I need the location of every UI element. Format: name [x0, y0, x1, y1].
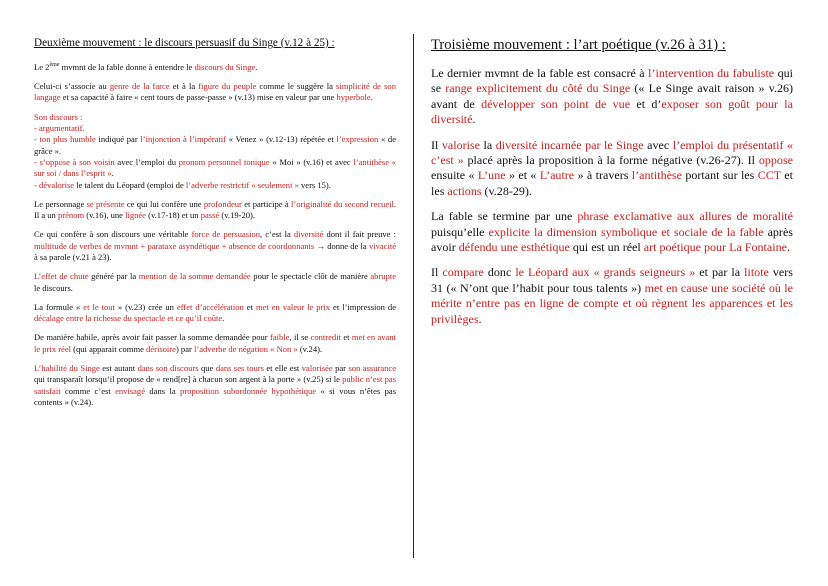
- paragraph-habile: De manière habile, après avoir fait passer la somme demandée pour faible, il se contredit et met en avant le prix réel (qui apparait comme dérisoire) par l’adverbe de négation « Non » (v.24).: [34, 332, 396, 354]
- section-title-second-movement: Deuxième mouvement : le discours persuasif du Singe (v.12 à 25) :: [34, 37, 335, 49]
- paragraph-comparaison: Il compare donc le Léopard aux « grands seigneurs » et par la litote vers 31 (« N’ont que l’habit pour tous talents ») met en cause une société où le mérite n’entre pas en ligne de compte et où règnent les apparences et les privilèges.: [431, 265, 793, 326]
- paragraph-chute: L’effet de chute généré par la mention de la somme demandée pour le spectacle clôt de manière abrupte le discours.: [34, 271, 397, 293]
- section-title-third-movement: Troisième mouvement : l’art poétique (v.26 à 31) :: [431, 37, 726, 53]
- column-divider: [413, 34, 414, 558]
- paragraph-fabuliste: Le dernier mvmnt de la fable est consacré à l’intervention du fabuliste qui se range explicitement du côté du Singe (« Le Singe avait raison » v.26) avant de développer son point de vue et d’exposer son goût pour la diversité.: [431, 66, 794, 127]
- paragraph-discours-list: [34, 112, 396, 191]
- list-item: - ton plus humble indiqué par l’injonction à l’impératif « Venez » (v.12-13) répétée et l’expression « de grâce ».: [34, 134, 396, 156]
- paragraph-formule: La formule « et le tout » (v.23) crée un effet d’accélération et met en valeur le prix et l’impression de décalage entre la richesse du spectacle et ce qu’il coûte.: [34, 301, 396, 324]
- list-item: - argumentatif.: [34, 123, 85, 134]
- paragraph-personnage: Le personnage se présente ce qui lui confère une profondeur et participe à l’originalité du second recueil. Il a un prénom (v.16), une lignée (v.17-18) et un passé (v.19-20).: [34, 198, 397, 221]
- left-column: [34, 36, 396, 416]
- list-item: - s’oppose à son voisin avec l’emploi du pronom personnel tonique « Moi » (v.16) et avec l’antithèse « sur soi / dans l’esprit ».: [34, 156, 396, 179]
- list-item: - dévalorise le talent du Léopard (emploi de l’adverbe restrictif « seulement » vers 15).: [34, 179, 331, 190]
- right-column: [431, 36, 793, 337]
- paragraph-moralite: La fable se termine par une phrase exclamative aux allures de moralité puisqu’elle explicite la dimension symbolique et sociale de la fable après avoir défendu une esthétique qui est un réel art poétique pour La Fontaine.: [431, 209, 793, 255]
- paragraph-diversite: Il valorise la diversité incarnée par le Singe avec l’emploi du présentatif « c’est » placé après la proposition à la forme négative (v.26-27). Il oppose ensuite « L’une » et « L’autre » à travers l’antithèse portant sur les CCT et les actions (v.28-29).: [431, 137, 794, 198]
- paragraph-farce: Celui-ci s’associe au genre de la farce et à la figure du peuple comme le suggère la simplicité de son langage et sa capacité à faire « cent tours de passe-passe » (v.13) mise en valeur par une hyperbole.: [34, 81, 396, 103]
- list-heading: Son discours :: [34, 111, 83, 122]
- paragraph-intro: Le 2ème mvmnt de la fable donne à entendre le discours du Singe.: [34, 61, 258, 72]
- paragraph-persuasion: Ce qui confère à son discours une véritable force de persuasion, c’est la diversité dont il fait preuve : multitude de verbes de mvmnt + parataxe asyndétique + absence de coordonnants → donne de la vivacité à sa parole (v.21 à 23).: [34, 229, 396, 262]
- paragraph-habilite: L’habilité du Singe est autant dans son discours que dans ses tours et elle est valorisée par son assurance qui transparaît lorsqu’il propose de « rend[re] à chacun son argent à la porte » (v.25) si le public n’est pas satisfait comme c’est envisagé dans la proposition subordonnée hypothétique « si vous n’êtes pas contents » (v.24).: [34, 363, 397, 407]
